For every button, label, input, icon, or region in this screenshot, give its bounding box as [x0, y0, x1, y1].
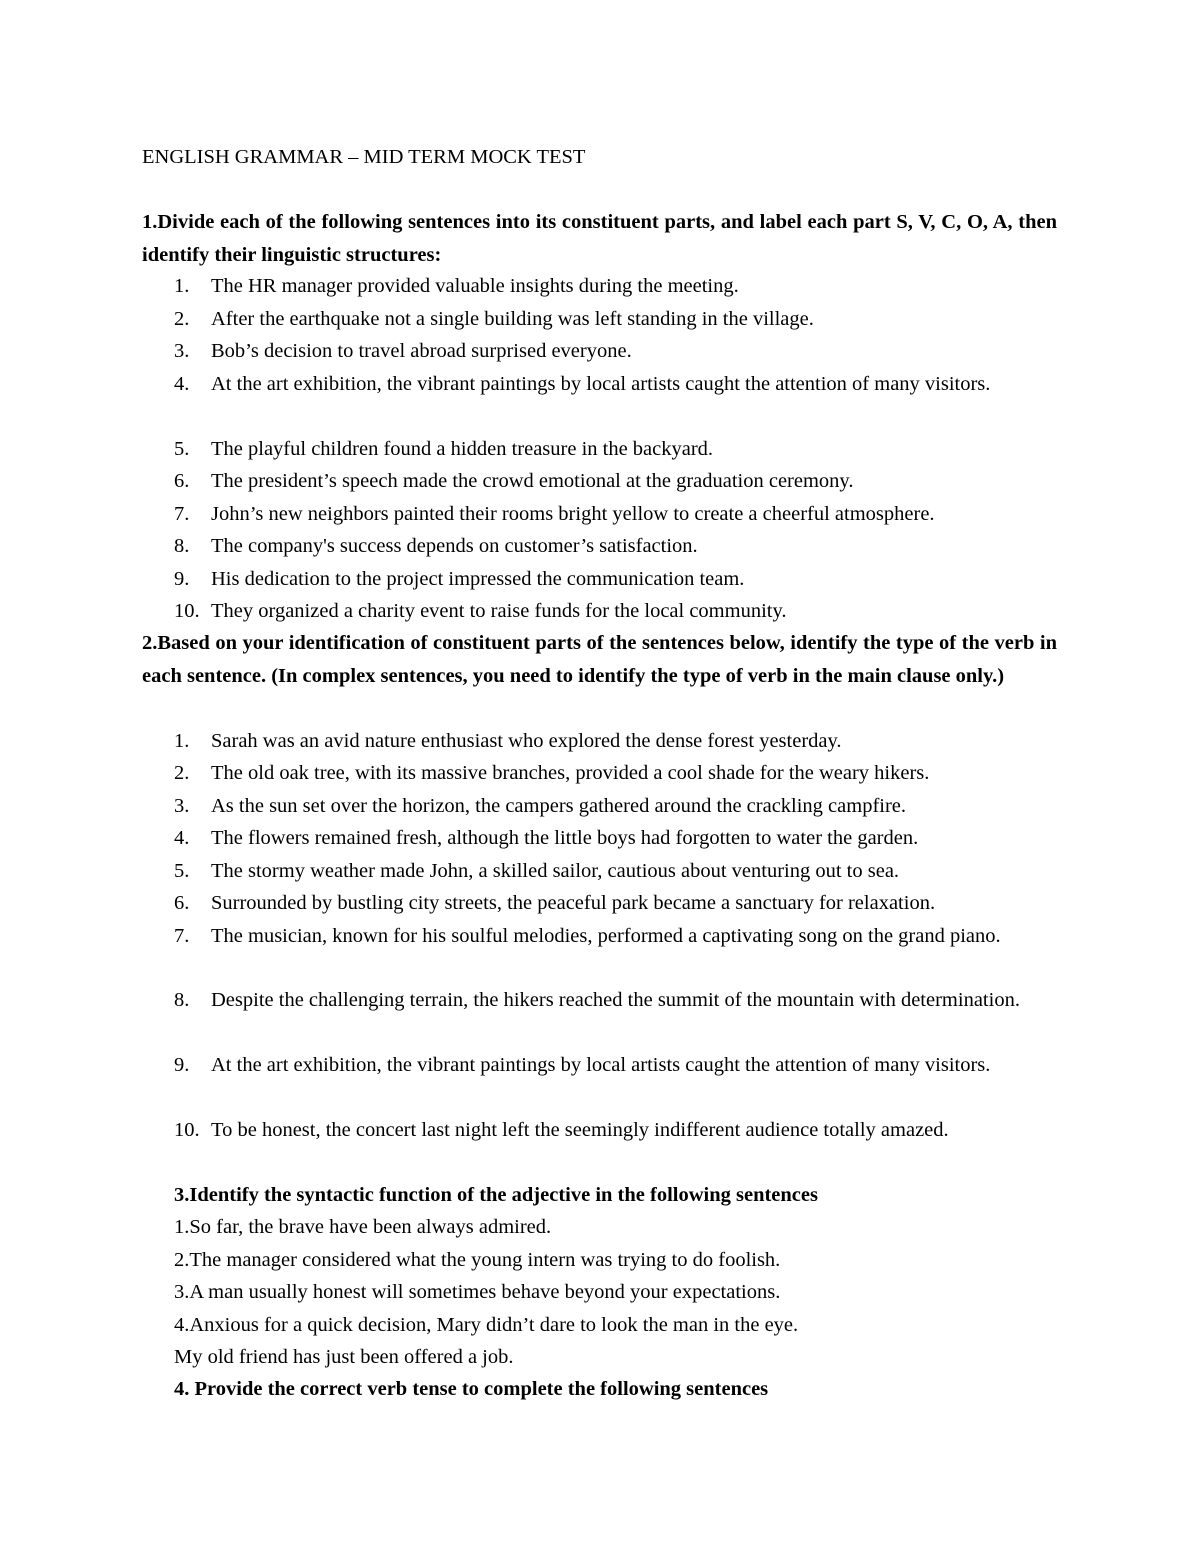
item-number: 5.	[174, 438, 190, 460]
item-number: 3.	[174, 795, 190, 817]
item-text: The old oak tree, with its massive branches, provided a cool shade for the weary hikers.	[211, 762, 930, 784]
item-text: The flowers remained fresh, although the little boys had forgotten to water the garden.	[211, 827, 919, 849]
document-title: ENGLISH GRAMMAR – MID TERM MOCK TEST	[142, 146, 586, 168]
item-number: 9.	[174, 1054, 190, 1076]
section-3-item-5: My old friend has just been offered a job.	[174, 1346, 514, 1368]
item-text: The musician, known for his soulful melodies, performed a captivating song on the grand piano.	[211, 925, 1001, 947]
item-number: 6.	[174, 892, 190, 914]
item-number: 9.	[174, 568, 190, 590]
item-text: Despite the challenging terrain, the hikers reached the summit of the mountain with determination.	[211, 989, 1020, 1011]
item-text: Bob’s decision to travel abroad surprised everyone.	[211, 340, 632, 362]
item-text: John’s new neighbors painted their rooms bright yellow to create a cheerful atmosphere.	[211, 503, 935, 525]
item-number: 3.	[174, 340, 190, 362]
item-number: 8.	[174, 535, 190, 557]
item-text: After the earthquake not a single building was left standing in the village.	[211, 308, 814, 330]
item-text: Surrounded by bustling city streets, the peaceful park became a sanctuary for relaxation.	[211, 892, 936, 914]
item-number: 10.	[174, 1119, 200, 1141]
section-2-heading: 2.Based on your identification of constituent parts of the sentences below, identify the type of the verb in each sentence. (In complex sentences, you need to identify the type of verb in the main clause only.)	[142, 632, 1057, 687]
item-number: 2.	[174, 308, 190, 330]
section-3-item-4: 4.Anxious for a quick decision, Mary didn’t dare to look the man in the eye.	[174, 1314, 799, 1336]
item-number: 1.	[174, 730, 190, 752]
item-text: As the sun set over the horizon, the campers gathered around the crackling campfire.	[211, 795, 907, 817]
section-4-heading: 4. Provide the correct verb tense to complete the following sentences	[174, 1378, 769, 1400]
item-text: At the art exhibition, the vibrant paintings by local artists caught the attention of many visitors.	[211, 1054, 991, 1076]
item-number: 6.	[174, 470, 190, 492]
section-3-item-2: 2.The manager considered what the young intern was trying to do foolish.	[174, 1249, 781, 1271]
item-number: 8.	[174, 989, 190, 1011]
item-number: 2.	[174, 762, 190, 784]
item-text: The president’s speech made the crowd emotional at the graduation ceremony.	[211, 470, 854, 492]
item-number: 1.	[174, 275, 190, 297]
item-text: The stormy weather made John, a skilled sailor, cautious about venturing out to sea.	[211, 860, 900, 882]
item-number: 7.	[174, 503, 190, 525]
item-number: 4.	[174, 373, 190, 395]
item-number: 4.	[174, 827, 190, 849]
item-text: To be honest, the concert last night left the seemingly indifferent audience totally amazed.	[211, 1119, 949, 1141]
item-text: The HR manager provided valuable insights during the meeting.	[211, 275, 739, 297]
item-number: 10.	[174, 600, 200, 622]
item-text: At the art exhibition, the vibrant paintings by local artists caught the attention of many visitors.	[211, 373, 991, 395]
item-text: They organized a charity event to raise funds for the local community.	[211, 600, 787, 622]
item-text: The playful children found a hidden treasure in the backyard.	[211, 438, 714, 460]
item-number: 5.	[174, 860, 190, 882]
section-1-heading: 1.Divide each of the following sentences into its constituent parts, and label each part S, V, C, O, A, then identify their linguistic structures:	[142, 211, 1057, 266]
section-3-item-1: 1.So far, the brave have been always admired.	[174, 1216, 552, 1238]
item-number: 7.	[174, 925, 190, 947]
item-text: His dedication to the project impressed the communication team.	[211, 568, 745, 590]
item-text: The company's success depends on customer’s satisfaction.	[211, 535, 698, 557]
section-3-item-3: 3.A man usually honest will sometimes behave beyond your expectations.	[174, 1281, 781, 1303]
section-3-heading: 3.Identify the syntactic function of the adjective in the following sentences	[174, 1184, 818, 1206]
item-text: Sarah was an avid nature enthusiast who explored the dense forest yesterday.	[211, 730, 842, 752]
